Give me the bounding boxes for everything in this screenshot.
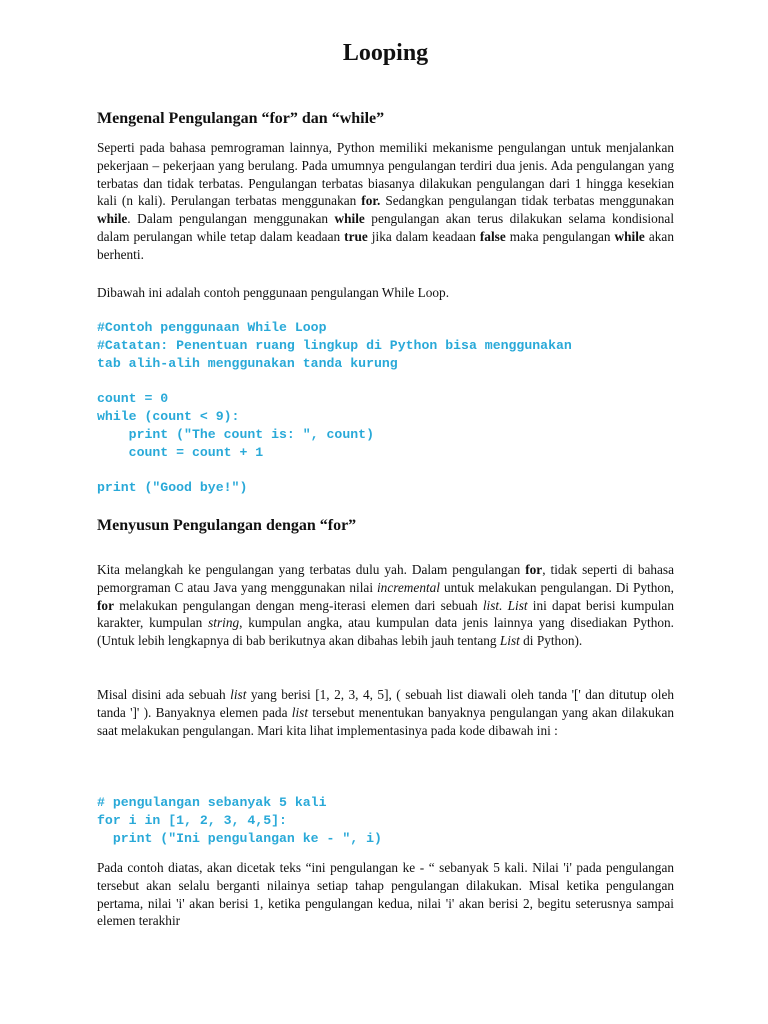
paragraph-loop-intro	[97, 139, 674, 264]
italic-list: list	[291, 704, 309, 720]
code-line: # pengulangan sebanyak 5 kali	[97, 795, 327, 810]
italic-string: string	[208, 615, 240, 631]
text-run: yang berisi [1, 2, 3, 4, 5], ( sebuah list diawali oleh tanda '[' dan ditutup oleh tanda ']' ). Banyaknya elemen pada	[97, 687, 674, 720]
section-heading-for: Menyusun Pengulangan dengan “for”	[97, 517, 357, 534]
text-run: akan berhenti.	[97, 228, 674, 262]
italic-list: list. List	[482, 597, 528, 613]
text-run: tersebut menentukan banyaknya pengulangan yang akan dilakukan saat melakukan pengulangan. Mari kita lihat implementasinya pada kode dibawah ini :	[97, 704, 674, 738]
bold-for: for.	[361, 193, 381, 209]
text-run: , kumpulan angka, atau kumpulan data jenis lainnya yang disediakan Python. (Untuk lebih lengkapnya di bab berikutnya akan dibahas lebih jauh tentang	[97, 615, 674, 649]
text-run: untuk melakukan pengulangan. Di Python,	[440, 579, 674, 595]
code-line: count = count + 1	[97, 444, 264, 460]
text-run: melakukan pengulangan dengan meng-iterasi elemen dari sebuah	[113, 597, 483, 613]
text-run: pengulangan akan terus dilakukan selama kondisional dalam perulangan while tetap dalam keadaan	[97, 211, 675, 244]
code-line: for i in [1, 2, 3, 4,5]:	[97, 812, 287, 828]
bold-while: while	[97, 211, 128, 227]
bold-for: for	[525, 562, 543, 577]
text-run: , tidak seperti di bahasa pemorgraman C atau Java yang menggunakan nilai	[97, 562, 675, 595]
code-line: tab alih-alih menggunakan tanda kurung	[97, 355, 398, 371]
code-line: while (count < 9):	[97, 408, 240, 424]
italic-incremental: incremental	[376, 579, 441, 595]
code-line: print ("Good bye!")	[97, 480, 248, 496]
paragraph-for-explanation: Pada contoh diatas, akan dicetak teks “ini pengulangan ke - “ sebanyak 5 kali. Nilai 'i' pada pengulangan tersebut akan selalu berganti nilainya setiap tahap pengulangan dilakukan. Misal ketika pengulangan pertama, nilai 'i' akan berisi 1, ketika pengulangan kedua, nilai 'i' akan berisi 2, begitu seterusnya sampai elemen terakhir	[97, 860, 674, 929]
bold-while: while	[614, 228, 645, 244]
code-line: count = 0	[97, 391, 169, 407]
code-block-while	[97, 319, 572, 497]
text-run: Seperti pada bahasa pemrograman lainnya, Python memiliki mekanisme pengulangan untuk menjalankan pekerjaan – pekerjaan yang berulang. Pada umumnya pengulangan terdiri dua jenis. Ada pengulangan yang terbatas dan tidak terbatas. Pengulangan terbatas biasanya dilakukan pengulangan dari 1 hingga kesekian kali (n kali). Perulangan terbatas menggunakan	[97, 140, 674, 209]
text-run: ini dapat berisi kumpulan karakter, kumpulan	[97, 597, 674, 631]
text-run: di Python).	[519, 633, 583, 649]
italic-list: List	[499, 633, 520, 649]
text-run: maka pengulangan	[505, 228, 615, 244]
paragraph-list-example	[97, 686, 674, 739]
bold-while: while	[334, 211, 365, 227]
code-block-for	[97, 794, 382, 847]
code-line: #Catatan: Penentuan ruang lingkup di Python bisa menggunakan	[97, 337, 572, 353]
paragraph-while-example-intro: Dibawah ini adalah contoh penggunaan pengulangan While Loop.	[97, 285, 450, 300]
bold-true: true	[344, 228, 368, 244]
text-run: Kita melangkah ke pengulangan yang terbatas dulu yah. Dalam pengulangan	[97, 562, 526, 577]
code-line: #Contoh penggunaan While Loop	[97, 320, 327, 335]
page-title: Looping	[342, 40, 429, 66]
text-run: jika dalam keadaan	[367, 228, 480, 244]
text-run: Sedangkan pengulangan tidak terbatas menggunakan	[380, 193, 674, 209]
italic-list: list	[230, 687, 247, 702]
code-line: print ("The count is: ", count)	[97, 426, 374, 442]
section-heading-while: Mengenal Pengulangan “for” dan “while”	[97, 110, 385, 127]
text-run: Misal disini ada sebuah	[97, 687, 231, 702]
code-line: print ("Ini pengulangan ke - ", i)	[97, 830, 382, 846]
bold-for: for	[97, 597, 114, 613]
bold-false: false	[479, 228, 506, 244]
paragraph-for-intro	[97, 561, 674, 650]
text-run: . Dalam pengulangan menggunakan	[127, 211, 335, 227]
